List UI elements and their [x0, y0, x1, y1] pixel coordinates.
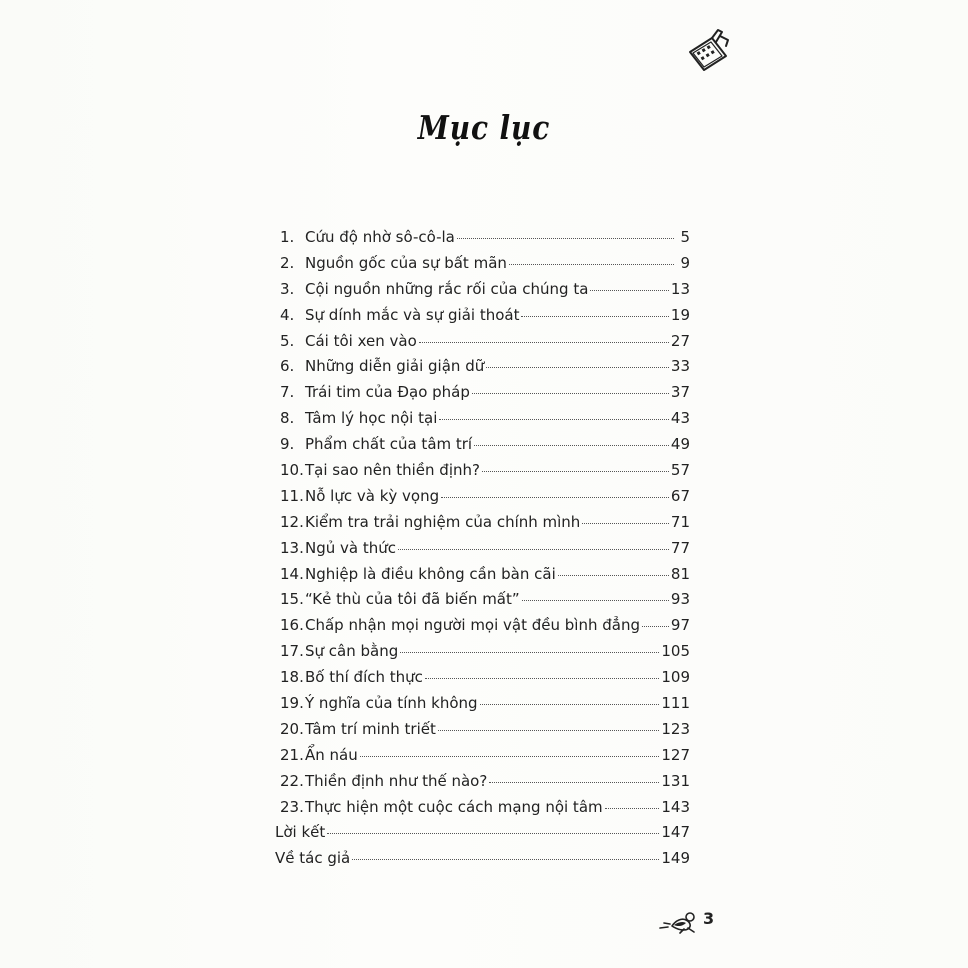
toc-entry-page: 9: [680, 253, 690, 272]
toc-entry: [270, 228, 690, 254]
toc-entry-page: 97: [670, 616, 690, 635]
dot-leader: [400, 652, 659, 653]
toc-entry-title: Nỗ lực và kỳ vọng: [305, 486, 440, 505]
toc-entry-page: 37: [670, 383, 690, 402]
toc-entry-title: Kiểm tra trải nghiệm của chính mình: [305, 512, 581, 531]
dot-leader: [441, 497, 669, 498]
toc-entry-number: 22.: [280, 771, 304, 790]
toc-entry-page: 27: [670, 331, 690, 350]
toc-entry-title: “Kẻ thù của tôi đã biến mất”: [305, 590, 520, 609]
toc-entry-title: Ẩn náu: [305, 745, 358, 764]
toc-entry-number: 15.: [280, 590, 304, 609]
toc-entry: [270, 409, 690, 435]
toc-entry-number: 8.: [280, 409, 295, 428]
toc-entry: [270, 694, 690, 720]
dot-leader: [558, 575, 669, 576]
toc-entry-title: Cái tôi xen vào: [305, 331, 417, 350]
dot-leader: [605, 808, 660, 809]
dot-leader: [582, 523, 669, 524]
dot-leader: [482, 471, 669, 472]
toc-entry-page: 5: [680, 228, 690, 246]
toc-entry: [270, 539, 690, 565]
toc-entry: [270, 254, 690, 280]
dot-leader: [642, 626, 669, 627]
dot-leader: [327, 833, 659, 834]
toc-entry-number: 23.: [280, 797, 304, 816]
toc-entry-page: 105: [661, 642, 690, 661]
toc-entry-number: 9.: [280, 435, 295, 454]
toc-entry-title: Ý nghĩa của tính không: [305, 694, 478, 713]
toc-entry-page: 13: [670, 279, 690, 298]
toc-entry-title: Nguồn gốc của sự bất mãn: [305, 253, 507, 272]
dot-leader: [419, 342, 669, 343]
toc-entry-number: 7.: [280, 383, 295, 402]
toc-entry: [270, 332, 690, 358]
toc-entry-number: 5.: [280, 331, 295, 350]
toc-entry: [270, 487, 690, 513]
dot-leader: [522, 600, 669, 601]
toc-entry-page: 111: [661, 694, 690, 713]
table-of-contents: [270, 228, 690, 875]
toc-entry-page: 109: [661, 668, 690, 687]
dot-leader: [486, 367, 669, 368]
toc-entry-title: Cội nguồn những rắc rối của chúng ta: [305, 279, 589, 298]
toc-entry-title: Cứu độ nhờ sô-cô-la: [305, 228, 455, 246]
dot-leader: [521, 316, 668, 317]
toc-entry: [270, 590, 690, 616]
toc-entry-title: Sự dính mắc và sự giải thoát: [305, 305, 520, 324]
toc-entry-page: 43: [670, 409, 690, 428]
toc-entry-title: Lời kết: [275, 823, 326, 842]
toc-entry: [270, 668, 690, 694]
toc-entry: [270, 383, 690, 409]
dot-leader: [474, 445, 669, 446]
toc-entry-number: 20.: [280, 719, 304, 738]
toc-entry-page: 131: [661, 771, 690, 790]
toc-entry-number: 13.: [280, 538, 304, 557]
page-number: 3: [703, 909, 715, 928]
dot-leader: [457, 238, 674, 239]
toc-entry-title: Tại sao nên thiền định?: [305, 461, 480, 480]
toc-entry: [270, 642, 690, 668]
toc-entry-title: Sự cân bằng: [305, 642, 399, 661]
toc-entry-title: Thực hiện một cuộc cách mạng nội tâm: [305, 797, 603, 816]
toc-entry-page: 67: [670, 486, 690, 505]
toc-entry-title: Bố thí đích thực: [305, 668, 423, 687]
toc-entry-title: Về tác giả: [275, 849, 351, 868]
toc-entry-page: 81: [670, 564, 690, 583]
toc-entry-number: 4.: [280, 305, 295, 324]
toc-entry: [270, 357, 690, 383]
toc-entry-page: 33: [670, 357, 690, 376]
toc-entry-title: Trái tim của Đạo pháp: [305, 383, 470, 402]
dot-leader: [398, 549, 669, 550]
toc-entry-page: 147: [661, 823, 690, 842]
toc-entry: [270, 280, 690, 306]
running-figure-icon: [658, 908, 702, 934]
toc-entry: [270, 720, 690, 746]
toc-entry-title: Tâm trí minh triết: [305, 719, 436, 738]
toc-entry: [270, 513, 690, 539]
dot-leader: [439, 419, 669, 420]
dot-leader: [438, 730, 660, 731]
toc-entry-page: 77: [670, 538, 690, 557]
dot-leader: [472, 393, 669, 394]
toc-entry-page: 49: [670, 435, 690, 454]
toc-entry-number: 17.: [280, 642, 304, 661]
toc-entry-page: 123: [661, 719, 690, 738]
toc-entry-number: 16.: [280, 616, 304, 635]
toc-entry-page: 127: [661, 745, 690, 764]
toc-entry-title: Phẩm chất của tâm trí: [305, 435, 473, 454]
toc-entry-page: 93: [670, 590, 690, 609]
book-doodle-icon: [682, 26, 734, 78]
dot-leader: [480, 704, 660, 705]
toc-entry: [270, 306, 690, 332]
toc-entry-number: 11.: [280, 486, 304, 505]
dot-leader: [360, 756, 660, 757]
toc-entry-number: 6.: [280, 357, 295, 376]
toc-entry: [270, 772, 690, 798]
toc-entry-number: 12.: [280, 512, 304, 531]
dot-leader: [352, 859, 659, 860]
toc-entry: [270, 798, 690, 824]
toc-entry-title: Tâm lý học nội tại: [305, 409, 438, 428]
toc-entry: [270, 616, 690, 642]
toc-entry-page: 19: [670, 305, 690, 324]
toc-entry-title: Ngủ và thức: [305, 538, 396, 557]
page-title: Mục lục: [417, 108, 551, 147]
toc-entry-number: 1.: [280, 228, 295, 246]
toc-entry-number: 21.: [280, 745, 304, 764]
toc-entry: [270, 565, 690, 591]
dot-leader: [590, 290, 669, 291]
toc-entry-page: 71: [670, 512, 690, 531]
toc-entry-title: Những diễn giải giận dữ: [305, 357, 485, 376]
toc-entry-page: 143: [661, 797, 690, 816]
toc-entry-number: 18.: [280, 668, 304, 687]
toc-entry-number: 2.: [280, 253, 295, 272]
toc-entry: [270, 435, 690, 461]
toc-entry-number: 14.: [280, 564, 304, 583]
toc-entry: [270, 849, 690, 875]
toc-entry: [270, 823, 690, 849]
toc-entry-title: Chấp nhận mọi người mọi vật đều bình đẳng: [305, 616, 640, 635]
dot-leader: [489, 782, 659, 783]
toc-entry-title: Nghiệp là điều không cần bàn cãi: [305, 564, 556, 583]
toc-entry: [270, 746, 690, 772]
toc-entry-number: 3.: [280, 279, 295, 298]
toc-entry-page: 149: [661, 849, 690, 868]
toc-entry-number: 10.: [280, 461, 304, 480]
toc-entry-page: 57: [670, 461, 690, 480]
dot-leader: [509, 264, 674, 265]
toc-entry-title: Thiền định như thế nào?: [305, 771, 488, 790]
toc-entry: [270, 461, 690, 487]
dot-leader: [425, 678, 659, 679]
toc-entry-number: 19.: [280, 694, 304, 713]
